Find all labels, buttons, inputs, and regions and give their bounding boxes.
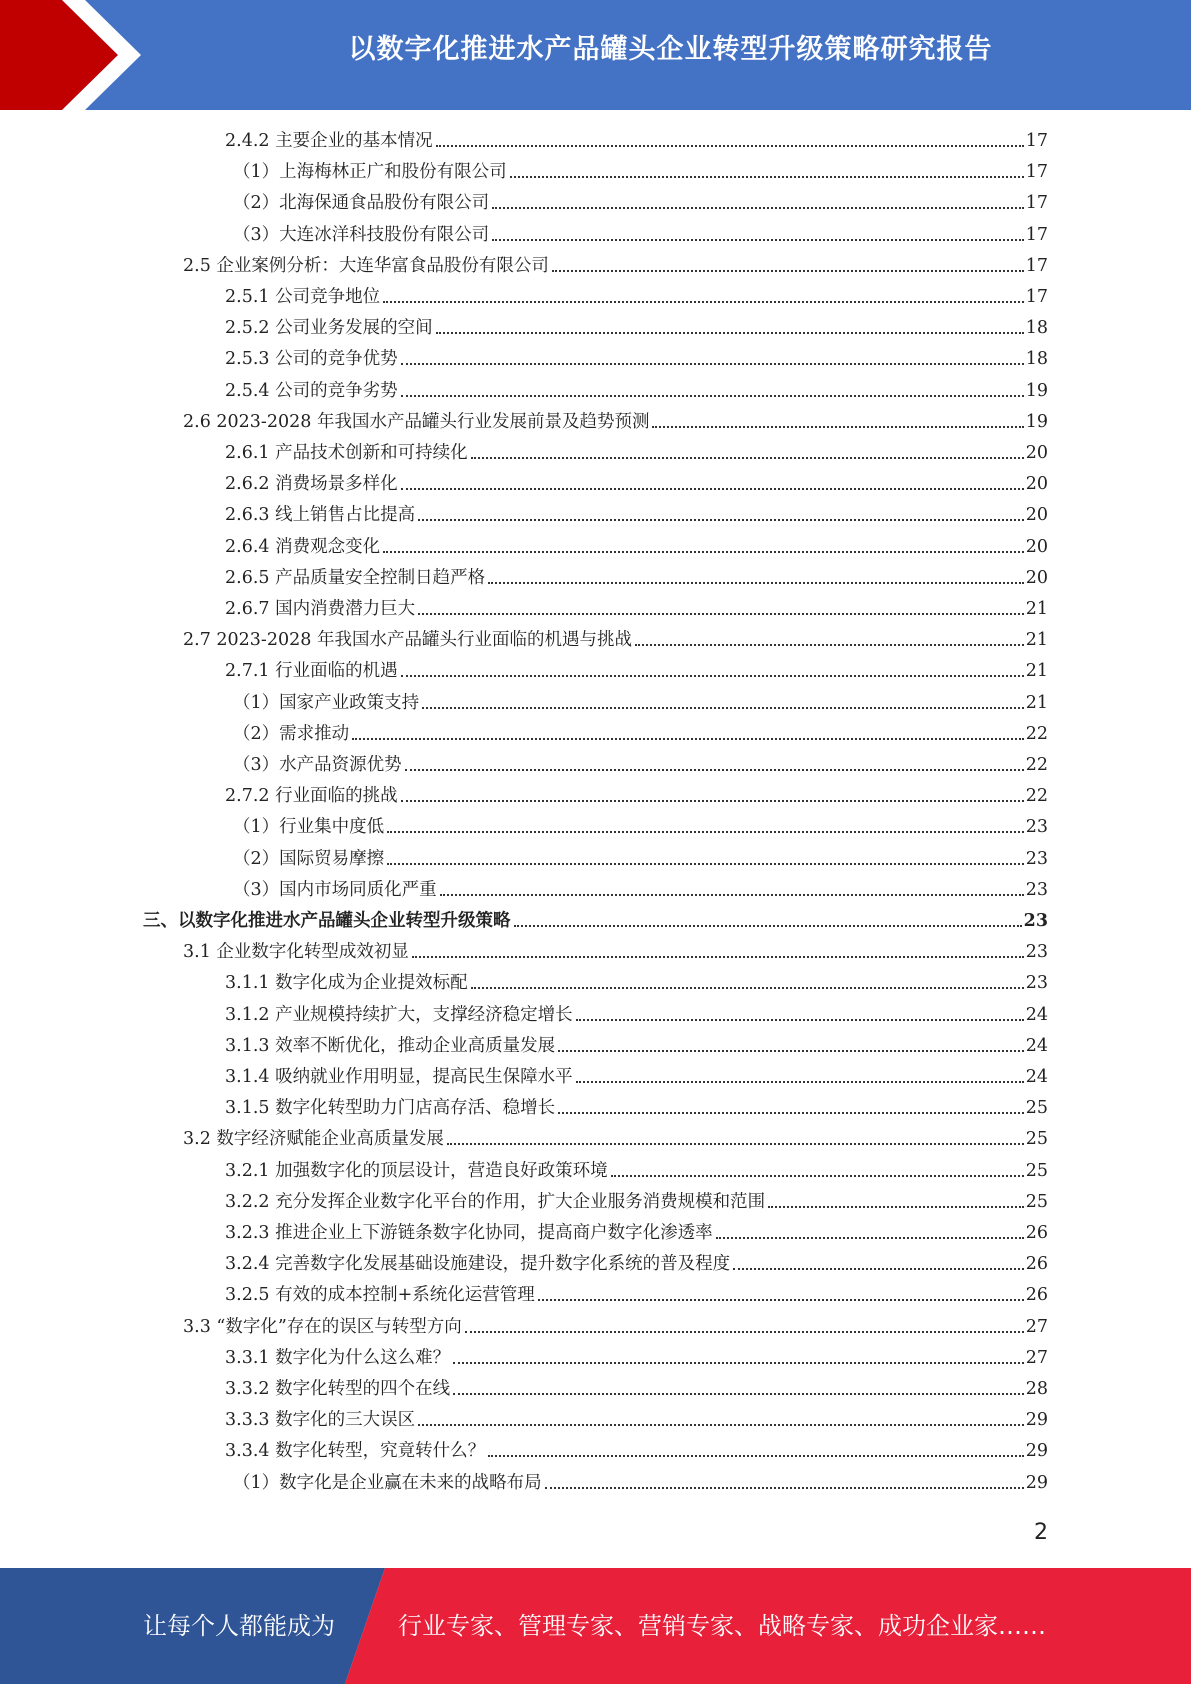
- toc-entry-title: 3.1.1 数字化成为企业提效标配: [225, 973, 468, 994]
- toc-entry-title: （2）国际贸易摩擦: [233, 848, 385, 869]
- toc-entry-page: 17: [1025, 287, 1048, 307]
- toc-entry-page: 29: [1025, 1410, 1048, 1431]
- toc-leader-dots: [401, 488, 1024, 490]
- toc-entry-page: 28: [1025, 1379, 1048, 1399]
- toc-entry-title: 3.2.2 充分发挥企业数字化平台的作用，扩大企业服务消费规模和范围: [225, 1191, 766, 1212]
- toc-entry-page: 25: [1025, 1160, 1048, 1181]
- toc-entry-title: 2.6.3 线上销售占比提高: [225, 505, 416, 526]
- toc-leader-dots: [545, 1487, 1024, 1489]
- toc-entry-title: （3）大连冰洋科技股份有限公司: [233, 224, 490, 245]
- toc-entry-page: 23: [1025, 973, 1048, 994]
- toc-leader-dots: [387, 863, 1024, 865]
- toc-entry-title: 3.2.5 有效的成本控制+系统化运营管理: [225, 1285, 535, 1306]
- toc-leader-dots: [492, 239, 1024, 241]
- toc-entry-page: 21: [1025, 599, 1048, 619]
- toc-entry-page: 25: [1025, 1129, 1048, 1150]
- toc-leader-dots: [576, 1019, 1024, 1021]
- toc-entry-page: 22: [1025, 755, 1048, 775]
- toc-leader-dots: [418, 1424, 1024, 1426]
- toc-entry-page: 24: [1025, 1067, 1048, 1087]
- toc-entry-page: 17: [1025, 255, 1048, 276]
- toc-entry-title: 2.4.2 主要企业的基本情况: [225, 131, 433, 151]
- toc-leader-dots: [611, 1175, 1024, 1177]
- toc-entry-page: 18: [1025, 318, 1048, 339]
- toc-entry-title: 3.3 “数字化”存在的误区与转型方向: [183, 1316, 462, 1337]
- toc-entry-page: 17: [1025, 224, 1048, 245]
- toc-entry-title: 2.5.2 公司业务发展的空间: [225, 318, 433, 339]
- toc-entry-page: 17: [1025, 193, 1048, 214]
- toc-entry-title: （2）北海保通食品股份有限公司: [233, 193, 490, 214]
- toc-entry-title: 2.7.1 行业面临的机遇: [225, 661, 398, 682]
- toc-entry[interactable]: [225, 315, 1048, 341]
- toc-entry-title: 3.2.1 加强数字化的顶层设计，营造良好政策环境: [225, 1160, 608, 1181]
- toc-entry-page: 21: [1025, 630, 1048, 651]
- toc-entry-title: 2.7 2023-2028 年我国水产品罐头行业面临的机遇与挑战: [183, 630, 632, 651]
- footer-slogan-right: 行业专家、管理专家、营销专家、战略专家、成功企业家……: [398, 1612, 1046, 1640]
- toc-entry[interactable]: [225, 1251, 1048, 1277]
- toc-leader-dots: [401, 800, 1024, 802]
- toc-leader-dots: [436, 332, 1024, 334]
- toc-entry[interactable]: [225, 1064, 1048, 1090]
- toc-entry[interactable]: [225, 970, 1048, 996]
- toc-leader-dots: [383, 551, 1024, 553]
- toc-leader-dots: [422, 707, 1024, 709]
- toc-entry[interactable]: [225, 471, 1048, 497]
- toc-entry[interactable]: [233, 846, 1048, 872]
- toc-entry-page: 18: [1025, 349, 1048, 370]
- toc-entry[interactable]: [233, 222, 1048, 248]
- toc-entry-page: 26: [1025, 1254, 1048, 1275]
- toc-entry-title: 2.6.1 产品技术创新和可持续化: [225, 443, 468, 463]
- toc-entry-title: （1）行业集中度低: [233, 817, 385, 838]
- toc-entry[interactable]: [225, 378, 1048, 404]
- toc-entry-title: 2.6 2023-2028 年我国水产品罐头行业发展前景及趋势预测: [183, 411, 650, 432]
- toc-entry[interactable]: [225, 1345, 1048, 1371]
- toc-entry[interactable]: [233, 690, 1048, 716]
- toc-entry[interactable]: [225, 284, 1048, 310]
- toc-leader-dots: [514, 925, 1022, 927]
- toc-leader-dots: [488, 582, 1024, 584]
- toc-entry[interactable]: [225, 565, 1048, 591]
- toc-entry[interactable]: [183, 1314, 1048, 1340]
- toc-entry[interactable]: [225, 1376, 1048, 1402]
- toc-entry-title: 2.5 企业案例分析：大连华富食品股份有限公司: [183, 255, 549, 276]
- toc-entry-title: 3.2.3 推进企业上下游链条数字化协同，提高商户数字化渗透率: [225, 1223, 713, 1243]
- toc-entry-title: 3.1.2 产业规模持续扩大，支撑经济稳定增长: [225, 1004, 573, 1025]
- toc-entry-page: 20: [1025, 505, 1048, 526]
- toc-entry-title: 3.3.1 数字化为什么这么难？: [225, 1347, 451, 1368]
- toc-entry-page: 21: [1025, 692, 1048, 713]
- toc-entry-title: （1）上海梅林正广和股份有限公司: [233, 162, 507, 183]
- toc-leader-dots: [401, 395, 1024, 397]
- page-footer: [0, 1568, 1191, 1684]
- toc-leader-dots: [652, 426, 1023, 428]
- toc-leader-dots: [552, 270, 1024, 272]
- header-arrow-decoration: [0, 0, 160, 110]
- toc-entry[interactable]: [183, 627, 1048, 653]
- toc-entry-title: 2.5.1 公司竞争地位: [225, 287, 381, 307]
- toc-entry-page: 20: [1025, 567, 1048, 588]
- toc-entry-title: 3.2.4 完善数字化发展基础设施建设，提升数字化系统的普及程度: [225, 1254, 731, 1275]
- toc-entry[interactable]: [225, 1158, 1048, 1184]
- toc-entry-title: 三、以数字化推进水产品罐头企业转型升级策略: [143, 911, 511, 931]
- toc-leader-dots: [492, 207, 1024, 209]
- toc-entry-page: 26: [1025, 1223, 1048, 1243]
- toc-entry-title: 3.3.3 数字化的三大误区: [225, 1410, 416, 1431]
- toc-entry-title: （1）国家产业政策支持: [233, 692, 420, 713]
- toc-entry-title: （2）需求推动: [233, 723, 350, 744]
- toc-entry-page: 24: [1025, 1004, 1048, 1025]
- toc-entry[interactable]: [225, 1095, 1048, 1121]
- toc-leader-dots: [465, 1331, 1024, 1333]
- toc-entry-page: 23: [1025, 817, 1048, 838]
- toc-entry[interactable]: [233, 877, 1048, 903]
- toc-entry-page: 26: [1025, 1285, 1048, 1306]
- toc-entry-title: 3.2 数字经济赋能企业高质量发展: [183, 1129, 444, 1150]
- toc-entry-page: 25: [1025, 1098, 1048, 1119]
- page-header: [0, 0, 1191, 110]
- toc-leader-dots: [412, 956, 1024, 958]
- toc-entry-page: 17: [1025, 131, 1048, 151]
- toc-leader-dots: [635, 644, 1024, 646]
- toc-leader-dots: [558, 1112, 1024, 1114]
- toc-entry-page: 29: [1025, 1472, 1048, 1493]
- toc-entry[interactable]: [225, 1438, 1048, 1464]
- toc-entry-page: 21: [1025, 661, 1048, 682]
- toc-leader-dots: [387, 831, 1024, 833]
- toc-entry-page: 22: [1025, 723, 1048, 744]
- toc-entry-title: 3.3.4 数字化转型，究竟转什么？: [225, 1441, 486, 1462]
- toc-entry-title: 3.1.3 效率不断优化，推动企业高质量发展: [225, 1035, 556, 1056]
- toc-entry[interactable]: [183, 939, 1048, 965]
- toc-entry-title: 2.6.4 消费观念变化: [225, 536, 381, 557]
- toc-leader-dots: [436, 145, 1024, 147]
- toc-leader-dots: [401, 675, 1024, 677]
- toc-entry[interactable]: [225, 346, 1048, 372]
- footer-slogan-left: 让每个人都能成为: [143, 1612, 335, 1640]
- toc-entry[interactable]: [225, 783, 1048, 809]
- toc-entry-page: 23: [1025, 879, 1048, 900]
- toc-leader-dots: [418, 519, 1024, 521]
- toc-leader-dots: [538, 1299, 1024, 1301]
- toc-entry[interactable]: [233, 1470, 1048, 1496]
- toc-entry-page: 27: [1025, 1347, 1048, 1368]
- toc-leader-dots: [471, 457, 1024, 459]
- toc-entry-page: 27: [1025, 1316, 1048, 1337]
- toc-entry[interactable]: [183, 409, 1048, 435]
- toc-entry[interactable]: [143, 908, 1048, 934]
- toc-leader-dots: [471, 987, 1024, 989]
- toc-leader-dots: [453, 1362, 1024, 1364]
- toc-entry[interactable]: [233, 190, 1048, 216]
- toc-entry-title: 3.1.4 吸纳就业作用明显，提高民生保障水平: [225, 1067, 573, 1087]
- toc-leader-dots: [447, 1143, 1024, 1145]
- toc-entry-title: 2.5.3 公司的竞争优势: [225, 349, 398, 370]
- toc-leader-dots: [488, 1455, 1024, 1457]
- toc-leader-dots: [418, 613, 1024, 615]
- toc-entry-title: 3.1.5 数字化转型助力门店高存活、稳增长: [225, 1098, 556, 1119]
- toc-entry-page: 24: [1025, 1035, 1048, 1056]
- toc-entry[interactable]: [225, 502, 1048, 528]
- toc-leader-dots: [405, 769, 1024, 771]
- page-number: 2: [1034, 1520, 1048, 1545]
- toc-entry[interactable]: [225, 1189, 1048, 1215]
- toc-entry-page: 22: [1025, 786, 1048, 807]
- toc-entry-page: 19: [1025, 411, 1048, 432]
- toc-leader-dots: [352, 738, 1024, 740]
- toc-entry-title: （1）数字化是企业赢在未来的战略布局: [233, 1472, 542, 1493]
- toc-entry-page: 25: [1025, 1191, 1048, 1212]
- toc-leader-dots: [558, 1050, 1024, 1052]
- toc-leader-dots: [510, 176, 1024, 178]
- toc-leader-dots: [440, 894, 1024, 896]
- toc-entry-page: 17: [1025, 162, 1048, 183]
- toc-entry-page: 19: [1025, 380, 1048, 401]
- toc-entry-page: 20: [1025, 443, 1048, 463]
- toc-entry-page: 29: [1025, 1441, 1048, 1462]
- toc-entry[interactable]: [225, 658, 1048, 684]
- toc-leader-dots: [383, 301, 1024, 303]
- toc-entry[interactable]: [225, 1002, 1048, 1028]
- toc-leader-dots: [716, 1237, 1024, 1239]
- toc-leader-dots: [576, 1081, 1024, 1083]
- toc-entry[interactable]: [225, 1282, 1048, 1308]
- toc-entry[interactable]: [225, 1220, 1048, 1246]
- toc-entry[interactable]: [225, 1033, 1048, 1059]
- toc-entry[interactable]: [233, 814, 1048, 840]
- toc-leader-dots: [733, 1268, 1024, 1270]
- toc-entry-page: 20: [1025, 474, 1048, 495]
- toc-entry-title: 2.7.2 行业面临的挑战: [225, 786, 398, 807]
- toc-leader-dots: [401, 363, 1024, 365]
- toc-entry[interactable]: [183, 253, 1048, 279]
- toc-entry[interactable]: [225, 128, 1048, 154]
- toc-entry-title: （3）水产品资源优势: [233, 755, 402, 775]
- toc-entry[interactable]: [233, 159, 1048, 185]
- toc-entry[interactable]: [233, 721, 1048, 747]
- toc-entry-title: 2.6.5 产品质量安全控制日趋严格: [225, 567, 486, 588]
- toc-entry-page: 23: [1025, 942, 1048, 963]
- toc-entry[interactable]: [225, 596, 1048, 622]
- toc-entry-title: 2.6.2 消费场景多样化: [225, 474, 398, 495]
- toc-entry-page: 23: [1023, 911, 1048, 931]
- toc-entry-title: （3）国内市场同质化严重: [233, 879, 437, 900]
- toc-entry[interactable]: [233, 752, 1048, 778]
- toc-leader-dots: [453, 1393, 1024, 1395]
- toc-entry[interactable]: [225, 534, 1048, 560]
- toc-entry-title: 3.1 企业数字化转型成效初显: [183, 942, 409, 963]
- toc-entry-title: 3.3.2 数字化转型的四个在线: [225, 1379, 451, 1399]
- toc-entry-page: 20: [1025, 536, 1048, 557]
- toc-entry-title: 2.6.7 国内消费潜力巨大: [225, 599, 416, 619]
- toc-entry[interactable]: [225, 1407, 1048, 1433]
- toc-entry[interactable]: [225, 440, 1048, 466]
- toc-entry-page: 23: [1025, 848, 1048, 869]
- toc-entry-title: 2.5.4 公司的竞争劣势: [225, 380, 398, 401]
- toc-entry[interactable]: [183, 1126, 1048, 1152]
- report-title: 以数字化推进水产品罐头企业转型升级策略研究报告: [348, 34, 993, 65]
- toc-leader-dots: [768, 1206, 1024, 1208]
